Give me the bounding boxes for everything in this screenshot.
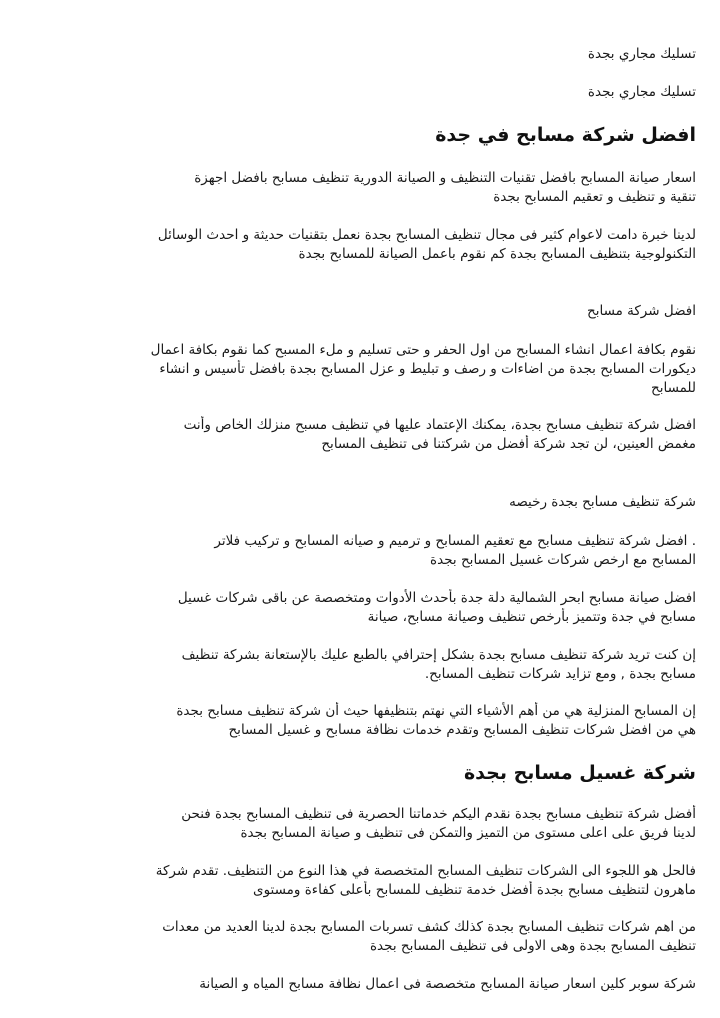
paragraph-line: من اهم شركات تنظيف المسابح بجدة كذلك كشف تسربات المسابح بجدة لدينا العديد من معدات [162,919,696,935]
paragraph-line: افضل صيانة مسابح ابحر الشمالية دلة جدة بأحدث الأدوات ومتخصصة عن باقى شركات غسيل [177,590,696,606]
section-heading: افضل شركة مسابح في جدة [435,124,696,146]
paragraph-line: شركة سوبر كلين اسعار صيانة المسابح متخصصة فى اعمال نظافة مسابح المياه و الصيانة [199,976,696,992]
paragraph-line: افضل شركة مسابح [586,303,696,319]
paragraph-line: المسابح مع ارخص شركات غسيل المسابح بجدة [430,552,696,568]
paragraph-line: اسعار صيانة المسابح بافضل تقنيات التنظيف و الصيانة الدورية تنظيف مسابح بافضل اجهزة [194,170,696,186]
paragraph-line: إن كنت تريد شركة تنظيف مسابح بجدة بشكل إحترافي بالطبع عليك بالإستعانة بشركة تنظيف [181,647,696,663]
paragraph-line: لدينا فريق على اعلى مستوى من التميز والتمكن فى تنظيف و صيانة المسابح بجدة [240,825,696,841]
paragraph-line: تسليك مجاري بجدة [587,46,696,62]
paragraph-line: فالحل هو اللجوء الى الشركات تنظيف المسابح المتخصصة في هذا النوع من التنظيف. تقدم شركة [155,863,696,879]
paragraph-line: للمسابح [650,380,696,396]
paragraph-line: ماهرون لتنظيف مسابح بجدة أفضل خدمة تنظيف للمسابح بأعلى كفاءة ومستوى [253,882,696,898]
paragraph-line: نقوم بكافة اعمال انشاء المسابح من اول الحفر و حتى تسليم و ملء المسبح كما نقوم بكافة اعمال [150,342,696,358]
section-heading: شركة غسيل مسابح بجدة [463,762,696,784]
paragraph-line: أفضل شركة تنظيف مسابح بجدة نقدم اليكم خدماتنا الحصرية فى تنظيف المسابح بجدة فنحن [181,806,696,822]
paragraph-line: افضل شركة تنظيف مسابح بجدة، يمكنك الإعتماد عليها في تنظيف مسبح منزلك الخاص وأنت [183,417,696,433]
paragraph-line: . افضل شركة تنظيف مسابح مع تعقيم المسابح و ترميم و صيانه المسابح و تركيب فلاتر [214,533,696,549]
paragraph-line: هي من افضل شركات تنظيف المسابح وتقدم خدمات نظافة مسابح و غسيل المسابح [228,722,696,738]
paragraph-line: تسليك مجاري بجدة [587,84,696,100]
paragraph-line: مسابح بجدة , ومع تزايد شركات تنظيف المسابح. [424,666,696,682]
paragraph-line: التكنولوجية بتنظيف المسابح بجدة كم نقوم باعمل الصيانة للمسابح بجدة [298,246,696,262]
paragraph-line: تنظيف المسابح بجدة وهى الاولى فى تنظيف المسابح بجدة [369,938,696,954]
paragraph-line: تنقية و تنظيف و تعقيم المسابح بجدة [493,189,696,205]
paragraph-line: مسابح في جدة وتتميز بأرخص تنظيف وصيانة مسابح، صيانة [367,609,696,625]
paragraph-line: ديكورات المسابح بجدة من اضاءات و رصف و تبليط و عزل المسابح بجدة بافضل تأسيس و انشاء [159,361,696,377]
paragraph-line: شركة تنظيف مسابح بجدة رخيصه [509,494,696,510]
paragraph-line: مغمض العينين، لن تجد شركة أفضل من شركتنا فى تنظيف المسابح [321,436,696,452]
paragraph-line: لدينا خبرة دامت لاعوام كثير فى مجال تنظيف المسابح بجدة نعمل بتقنيات حديثة و احدث الوسائل [157,227,696,243]
paragraph-line: إن المسابح المنزلية هي من أهم الأشياء التي نهتم بتنظيفها حيث أن شركة تنظيف مسابح بجدة [176,703,696,719]
